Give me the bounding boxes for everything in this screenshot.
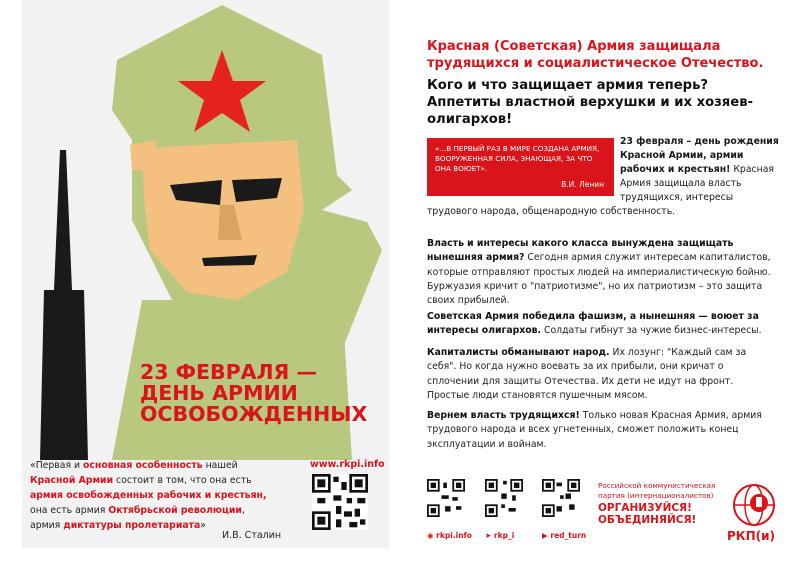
qr-tag-label: red_turn xyxy=(550,531,587,540)
lenin-quote-box xyxy=(427,138,614,196)
qr-tag-label: rkp_i xyxy=(493,531,515,540)
paragraph-text: Их лозунг: "Каждый сам за себя". Но когда нужно воевать за их прибыли, они кричат о сплочении для защиты Отечества. Их дети не идут на фронт. Простые люди становятся пушечным мясом. xyxy=(427,347,747,401)
party-globe-logo-icon xyxy=(729,481,779,531)
poster-title-line: ОСВОБОЖДЕННЫХ xyxy=(140,402,368,426)
slogan-line: ОРГАНИЗУЙСЯ! xyxy=(598,502,692,514)
headline-black: Кого и что защищает армия теперь? Аппетиты властной верхушки и их хозяев-олигархов! xyxy=(427,78,754,127)
quote-text: армия xyxy=(30,520,64,531)
lenin-author: В.И. Ленин xyxy=(561,180,604,189)
quote-highlight: Октябрьской революции xyxy=(108,505,242,516)
paragraph-bold: Вернем власть трудящихся! xyxy=(427,410,580,421)
paragraph-2 xyxy=(427,310,777,339)
poster-title-line: ДЕНЬ АРМИИ xyxy=(140,381,298,405)
quote-text: «Первая и xyxy=(30,460,84,471)
party-abbreviation: РКП(и) xyxy=(727,529,776,543)
telegram-tag[interactable]: ➤ rkp_i xyxy=(485,531,515,540)
paragraph-text: Только новая Красная Армия, армия трудового народа и всех угнетенных, сможет положить конец эксплуатации и войнам. xyxy=(427,410,762,450)
party-slogan xyxy=(598,502,728,526)
leaflet-page xyxy=(411,38,784,548)
paragraph-bold: Советская Армия победила фашизм, а нынешняя — воюет за интересы олигархов. xyxy=(427,311,759,337)
quote-text: состоит в том, что она есть xyxy=(113,475,252,486)
quote-text: она есть армия xyxy=(30,505,109,516)
qr-code-icon[interactable] xyxy=(542,479,580,517)
quote-author: И.В. Сталин xyxy=(222,530,282,541)
intro-text: Красная Армия защищала власть трудящихся, интересы xyxy=(620,164,775,203)
intro-paragraph xyxy=(620,135,780,205)
intro-continuation: трудового народа, общенародную собственность. xyxy=(427,206,676,217)
quote-highlight: основная особенность xyxy=(83,460,203,471)
paragraph-4 xyxy=(427,409,777,452)
paragraph-1 xyxy=(427,237,777,308)
quote-highlight: диктатуры пролетариата xyxy=(63,520,201,531)
paragraph-text: Сегодня армия служит интересам капиталистов, которые отправляют простых людей на империалистическую бойню. Буржуазия кричит о "патриотизме", но их патриотизм – это защита своих прибылей. xyxy=(427,252,771,307)
paragraph-text: Солдаты гибнут за чужие бизнес-интересы. xyxy=(541,325,762,337)
site-link[interactable]: www.rkpi.info xyxy=(310,459,385,470)
video-tag[interactable]: ▶ red_turn xyxy=(542,531,587,540)
stalin-quote xyxy=(30,458,308,533)
slogan-line: ОБЪЕДИНЯЙСЯ! xyxy=(598,514,697,526)
lenin-quote: «...В ПЕРВЫЙ РАЗ В МИРЕ СОЗДАНА АРМИЯ, ВООРУЖЕННАЯ СИЛА, ЗНАЮЩАЯ, ЗА ЧТО ОНА ВОЮЕТ». xyxy=(435,144,600,173)
quote-text: » xyxy=(200,520,206,531)
qr-code-icon[interactable] xyxy=(312,474,368,530)
paragraph-bold: Власть и интересы какого класса вынуждена защищать нынешняя армия? xyxy=(427,238,734,264)
headline-red: Красная (Советская) Армия защищала трудящихся и социалистическое Отечество. xyxy=(427,39,764,71)
quote-highlight: Красной Армии xyxy=(30,475,114,486)
poster-page xyxy=(22,0,389,548)
paragraph-bold: Капиталисты обманывают народ. xyxy=(427,347,610,358)
quote-text: нашей xyxy=(202,460,238,471)
party-name: Российской коммунистическая партия (интернационалистов) xyxy=(598,481,716,500)
quote-highlight: армия освобожденных рабочих и крестьян, xyxy=(30,490,267,501)
intro-bold: 23 февраля – день рождения Красной Армии, армии рабочих и крестьян! xyxy=(620,136,779,175)
qr-code-icon[interactable] xyxy=(485,479,523,517)
site-tag[interactable]: ◉ rkpi.info xyxy=(427,531,472,540)
qr-tag-label: rkpi.info xyxy=(436,531,472,540)
quote-text: , xyxy=(241,505,245,516)
paragraph-3 xyxy=(427,346,777,403)
poster-title xyxy=(140,362,385,425)
qr-code-icon[interactable] xyxy=(427,479,465,517)
poster-title-line: 23 ФЕВРАЛЯ — xyxy=(140,360,317,384)
